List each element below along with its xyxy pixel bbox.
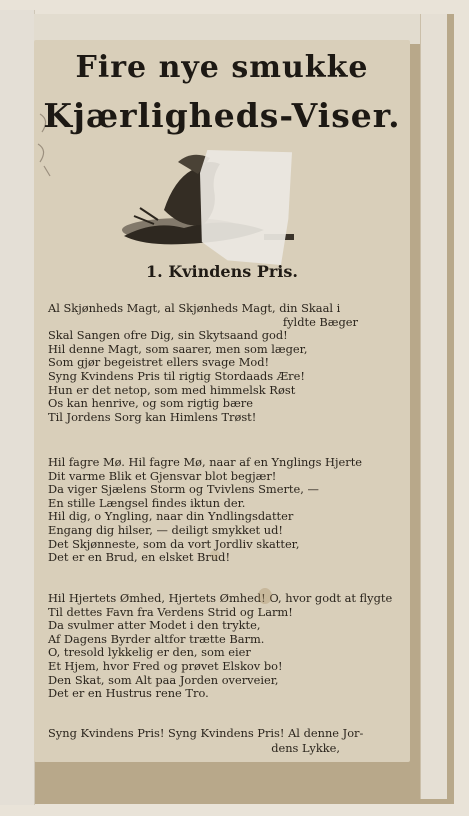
verse-line: Til Jordens Sorg kan Himlens Trøst! [48,409,257,424]
verse-line: Al Skjønheds Magt, al Skjønheds Magt, din Skaal i [48,301,341,315]
verse-line: Til dettes Favn fra Verdens Strid og Larm! [48,604,293,619]
verse-line: Hil denne Magt, som saarer, men som læger, [48,341,308,356]
verse-line: Det er en Brud, en elsket Brud! [48,550,231,565]
verse-line: Det Skjønneste, som da vort Jordliv skatter, [48,536,300,551]
verse-line: Os kan henrive, og som rigtig bære [48,396,253,411]
closing-line-1: Syng Kvindens Pris! Syng Kvindens Pris! Al denne Jor- [48,726,364,740]
stanza-2 [48,456,398,565]
water-stain [210,550,220,560]
stanza-1 [48,302,398,424]
verse-line: Engang dig hilser, — deiligt smykket ud! [48,522,283,537]
verse-line: Dit varme Blik et Gjensvar blot begjær! [48,468,277,483]
verse-line: Syng Kvindens Pris til rigtig Stordaads Ære! [48,368,305,383]
verse-line: Af Dagens Byrder altfor trætte Barm. [48,631,265,646]
verse-line: En stille Længsel findes iktun der. [48,495,246,510]
verse-line: Som gjør begeistret ellers svage Mod! [48,355,270,370]
verse-line: Hun er det netop, som med himmelsk Røst [48,382,296,397]
water-stain [258,588,272,604]
verse-line: fyldte Bæger [282,314,358,329]
title-line-2: Kjærligheds-Viser. [43,96,401,135]
stanza-3 [48,592,398,701]
verse-line: Hil Hjertets Ømhed, Hjertets Ømhed! O, hvor godt at flygte [48,591,393,605]
verse-line: Da viger Sjælens Storm og Tvivlens Smerte, — [48,482,319,497]
verse-line: Et Hjem, hvor Fred og prøvet Elskov bo! [48,658,283,673]
left-mounting-tape [0,10,35,805]
verse-line: Hil fagre Mø. Hil fagre Mø, naar af en Ynglings Hjerte [48,455,363,469]
paper-repair-patch [200,150,292,265]
verse-line: O, tresold lykkelig er den, som eier [48,645,251,660]
verse-line: Da svulmer atter Modet i den trykte, [48,618,261,633]
verse-line: Skal Sangen ofre Dig, sin Skytsaand god! [48,328,288,343]
title-line-1: Fire nye smukke [75,50,369,85]
verse-line: Den Skat, som Alt paa Jorden overveier, [48,672,279,687]
verse-line: Hil dig, o Yngling, naar din Yndlingsdatter [48,509,294,524]
closing-lines [48,726,388,756]
song-heading: 1. Kvindens Pris. [146,262,298,281]
right-mounting-tape [420,14,447,799]
verse-line: Det er en Hustrus rene Tro. [48,686,209,701]
closing-line-2: dens Lykke, [271,741,340,755]
